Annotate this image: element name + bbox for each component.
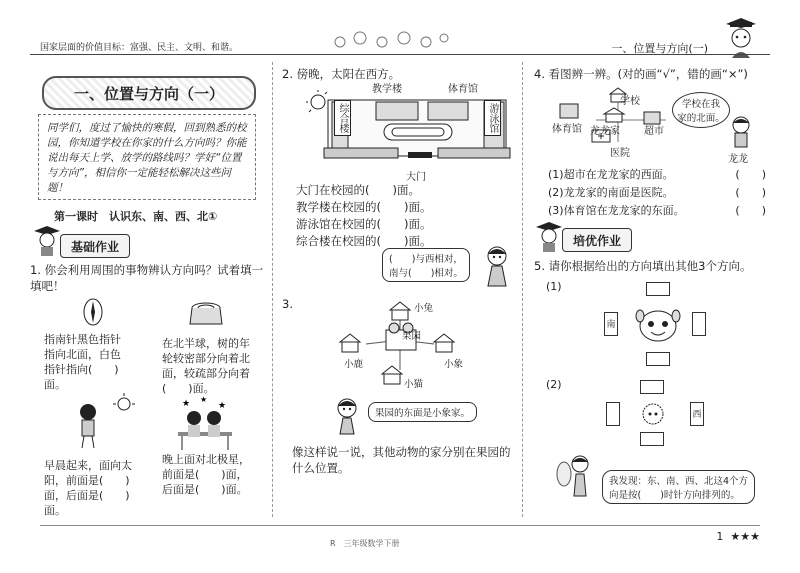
label-school: 学校 [620,96,640,107]
q2-line: 大门在校园的( )面。 [296,183,420,197]
flower-decoration [330,26,450,52]
girl-icon [480,244,514,288]
page-number [716,530,760,543]
judge-text: (1)超市在龙龙家的西面。 [548,168,674,181]
label-orchard: 果园 [402,331,422,342]
school-bubble [672,92,730,128]
column-divider [522,62,523,517]
svg-text:★: ★ [200,395,208,404]
q2-line: 教学楼在校园的( )面。 [296,200,432,214]
part-2-label: (2) [546,378,562,391]
direction-blank-top[interactable] [640,380,664,394]
column-divider [272,62,273,517]
label-rabbit: 小兔 [414,303,434,314]
bubble-line: 家的北面。 [677,113,725,124]
sheep-icon [640,402,666,426]
fairy-girl-icon [556,452,600,498]
direction-given-south: 南 [604,312,618,336]
teacher-icon [34,226,60,256]
question-3: 3. [282,297,293,311]
lesson-title: 第一课时 认识东、南、西、北① [54,210,218,223]
orchard-map [330,300,470,390]
compass-icon [82,298,104,326]
label-gym: 体育馆 [552,124,582,135]
label-longlong: 龙龙 [728,154,748,165]
direction-blank-north[interactable] [646,282,670,296]
question-2: 2. 傍晚，太阳在西方。 [282,67,401,81]
label-cat: 小猫 [404,379,424,390]
basic-homework-tag: 基础作业 [60,234,130,258]
direction-given-west: 西 [690,402,704,426]
direction-blank-east[interactable] [692,312,706,336]
svg-text:★: ★ [182,399,191,409]
svg-text:★: ★ [218,401,227,411]
label-gym: 体育馆 [448,84,478,95]
teacher-icon [536,222,562,252]
label-market: 超市 [644,126,664,137]
morning-caption: 早晨起来，面向太阳，前面是( )面，后面是( )面。 [44,459,132,517]
chapter-banner: 一、位置与方向（一） [42,76,256,110]
judge-item [548,184,766,202]
bubble-line: 学校在我 [681,99,720,110]
part-1-label: (1) [546,280,562,293]
q2-line: 游泳馆在校园的( )面。 [296,217,432,231]
book-title: R 三年级数学下册 [330,539,400,548]
header-rule [30,54,770,55]
advanced-homework-tag: 培优作业 [562,228,632,252]
girl-icon [330,396,364,434]
boy-longlong-icon [726,114,756,148]
judge-text: (3)体育馆在龙龙家的东面。 [548,204,685,217]
example-bubble: 果园的东面是小象家。 [368,402,477,422]
values-text: 国家层面的价值目标：富强、民主、文明、和谐。 [40,43,239,53]
label-elephant: 小象 [444,359,464,370]
judge-mark[interactable]: ( ) [735,186,766,199]
hint-bubble [382,248,470,282]
label-teaching-building: 教学楼 [372,84,402,95]
direction-blank-bottom[interactable] [640,432,664,446]
label-zonghe: 综合楼 [334,100,351,136]
discovery-line: 我发现：东、南、西、北这4个方 [609,476,749,487]
tree-stump-icon [186,300,226,328]
judge-list [548,166,766,220]
question-4: 4. 看图辨一辨。(对的画“√”，错的画“×”) [534,67,748,81]
judge-item [548,202,766,220]
q3-instruction: 像这样说一说，其他动物的家分别在果园的什么位置。 [292,445,511,475]
night-caption: 晚上面对北极星，前面是( )面，后面是( )面。 [162,453,250,496]
hint-line: ( )与西相对， [389,254,463,265]
judge-mark[interactable]: ( ) [735,168,766,181]
direction-blank-south[interactable] [646,352,670,366]
page-num: 1 [716,530,724,543]
label-swimming: 游泳馆 [484,100,501,136]
label-deer: 小鹿 [344,359,364,370]
q2-answers [296,182,431,250]
difficulty-stars: ★★★ [730,530,760,543]
judge-item [548,166,766,184]
discovery-bubble [602,470,755,504]
children-stars-icon [174,396,236,450]
hint-line: 南与( )相对。 [389,268,463,279]
discovery-line: 向是按( )时针方向排列的。 [609,490,740,501]
footer-rule [40,525,760,526]
label-longlong-home: 龙龙家 [590,126,620,137]
child-sun-icon [70,396,132,448]
compass-caption: 指南针黑色指针指向北面，白色指针指向( )面。 [44,333,121,391]
q2-line: 综合楼在校园的( )面。 [296,234,432,248]
label-hospital: 医院 [610,148,630,159]
label-gate: 大门 [406,172,426,183]
judge-text: (2)龙龙家的南面是医院。 [548,186,674,199]
section-title: 一、位置与方向(一) [611,42,708,55]
question-1: 1. 你会利用周围的事物辨认方向吗？试着填一填吧！ [30,263,264,293]
judge-mark[interactable]: ( ) [735,204,766,217]
question-5: 5. 请你根据给出的方向填出其他3个方向。 [534,259,752,273]
tree-caption: 在北半球，树的年轮较密部分向着北面，较疏部分向着( )面。 [162,337,250,395]
direction-blank-left[interactable] [606,402,620,426]
mascot-face-icon [636,308,680,344]
intro-text: 同学们，度过了愉快的寒假，回到熟悉的校园，你知道学校在你家的什么方向吗？你能说出每天上学、放学的路线吗？学好“位置与方向”，相信你一定能轻松解决这些问题！ [38,114,256,200]
